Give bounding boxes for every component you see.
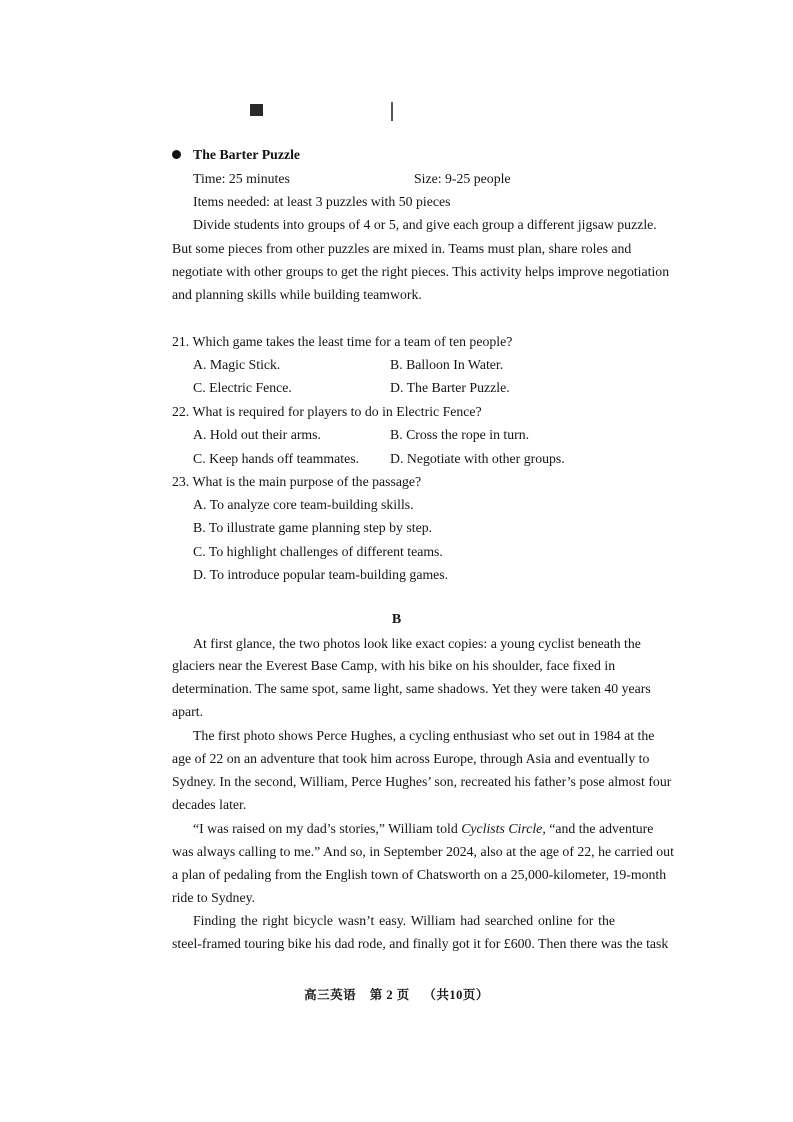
question-stem: 21. Which game takes the least time for a team of ten people?: [172, 334, 513, 349]
footer-page-number: 第 2 页: [369, 988, 410, 1002]
passage-line: At first glance, the two photos look like exact copies: a young cyclist beneath the: [193, 636, 641, 651]
scan-mark-square: [250, 104, 263, 116]
passage-line: decades later.: [172, 797, 247, 812]
question-option: A. Magic Stick.: [193, 357, 281, 372]
game-desc-line: Divide students into groups of 4 or 5, and give each group a different jigsaw puzzle.: [193, 217, 657, 232]
question-option: B. Cross the rope in turn.: [390, 427, 530, 442]
game-desc-line: and planning skills while building teamwork.: [172, 287, 422, 302]
question-option: C. Keep hands off teammates.: [193, 451, 360, 466]
passage-line: age of 22 on an adventure that took him across Europe, through Asia and eventually to: [172, 751, 650, 766]
page-footer: [0, 985, 793, 1003]
game-title: The Barter Puzzle: [193, 147, 301, 162]
passage-text: , “and the adventure: [542, 821, 654, 836]
passage-line: [193, 820, 654, 837]
passage-line: Finding the right bicycle wasn’t easy. William had searched online for the: [193, 913, 615, 928]
passage-line: determination. The same spot, same light, same shadows. Yet they were taken 40 years: [172, 681, 651, 696]
question-option: D. To introduce popular team-building games.: [193, 567, 449, 582]
passage-line: a plan of pedaling from the English town of Chatsworth on a 25,000-kilometer, 19-month: [172, 867, 667, 882]
section-heading: B: [391, 612, 402, 627]
question-option: C. Electric Fence.: [193, 380, 292, 395]
question-stem: 23. What is the main purpose of the passage?: [172, 474, 422, 489]
question-option: D. The Barter Puzzle.: [390, 380, 510, 395]
question-option: D. Negotiate with other groups.: [390, 451, 565, 466]
passage-line: Sydney. In the second, William, Perce Hughes’ son, recreated his father’s pose almost four: [172, 774, 672, 789]
passage-line: The first photo shows Perce Hughes, a cycling enthusiast who set out in 1984 at the: [193, 728, 655, 743]
game-desc-line: But some pieces from other puzzles are mixed in. Teams must plan, share roles and: [172, 241, 632, 256]
game-desc-line: negotiate with other groups to get the right pieces. This activity helps improve negotiation: [172, 264, 670, 279]
question-option: A. Hold out their arms.: [193, 427, 321, 442]
game-size: Size: 9-25 people: [414, 171, 511, 186]
passage-text: “I was raised on my dad’s stories,” William told: [193, 821, 462, 836]
footer-subject: 高三英语: [304, 988, 357, 1002]
question-option: B. Balloon In Water.: [390, 357, 504, 372]
question-option: A. To analyze core team-building skills.: [193, 497, 414, 512]
magazine-name: Cyclists Circle: [461, 821, 543, 836]
bullet-icon: [172, 150, 181, 159]
passage-line: glaciers near the Everest Base Camp, with his bike on his shoulder, face fixed in: [172, 658, 616, 673]
question-stem: 22. What is required for players to do in Electric Fence?: [172, 404, 482, 419]
footer-total-pages: （共10页）: [423, 988, 489, 1002]
game-time: Time: 25 minutes: [193, 171, 290, 186]
scan-mark-bar: [391, 102, 393, 121]
game-items: Items needed: at least 3 puzzles with 50 pieces: [193, 194, 451, 209]
passage-line: ride to Sydney.: [172, 890, 256, 905]
passage-line: apart.: [172, 704, 204, 719]
passage-line: was always calling to me.” And so, in September 2024, also at the age of 22, he carried out: [172, 844, 674, 859]
question-option: B. To illustrate game planning step by step.: [193, 520, 433, 535]
passage-line: steel-framed touring bike his dad rode, and finally got it for £600. Then there was the task: [172, 936, 669, 951]
question-option: C. To highlight challenges of different teams.: [193, 544, 443, 559]
